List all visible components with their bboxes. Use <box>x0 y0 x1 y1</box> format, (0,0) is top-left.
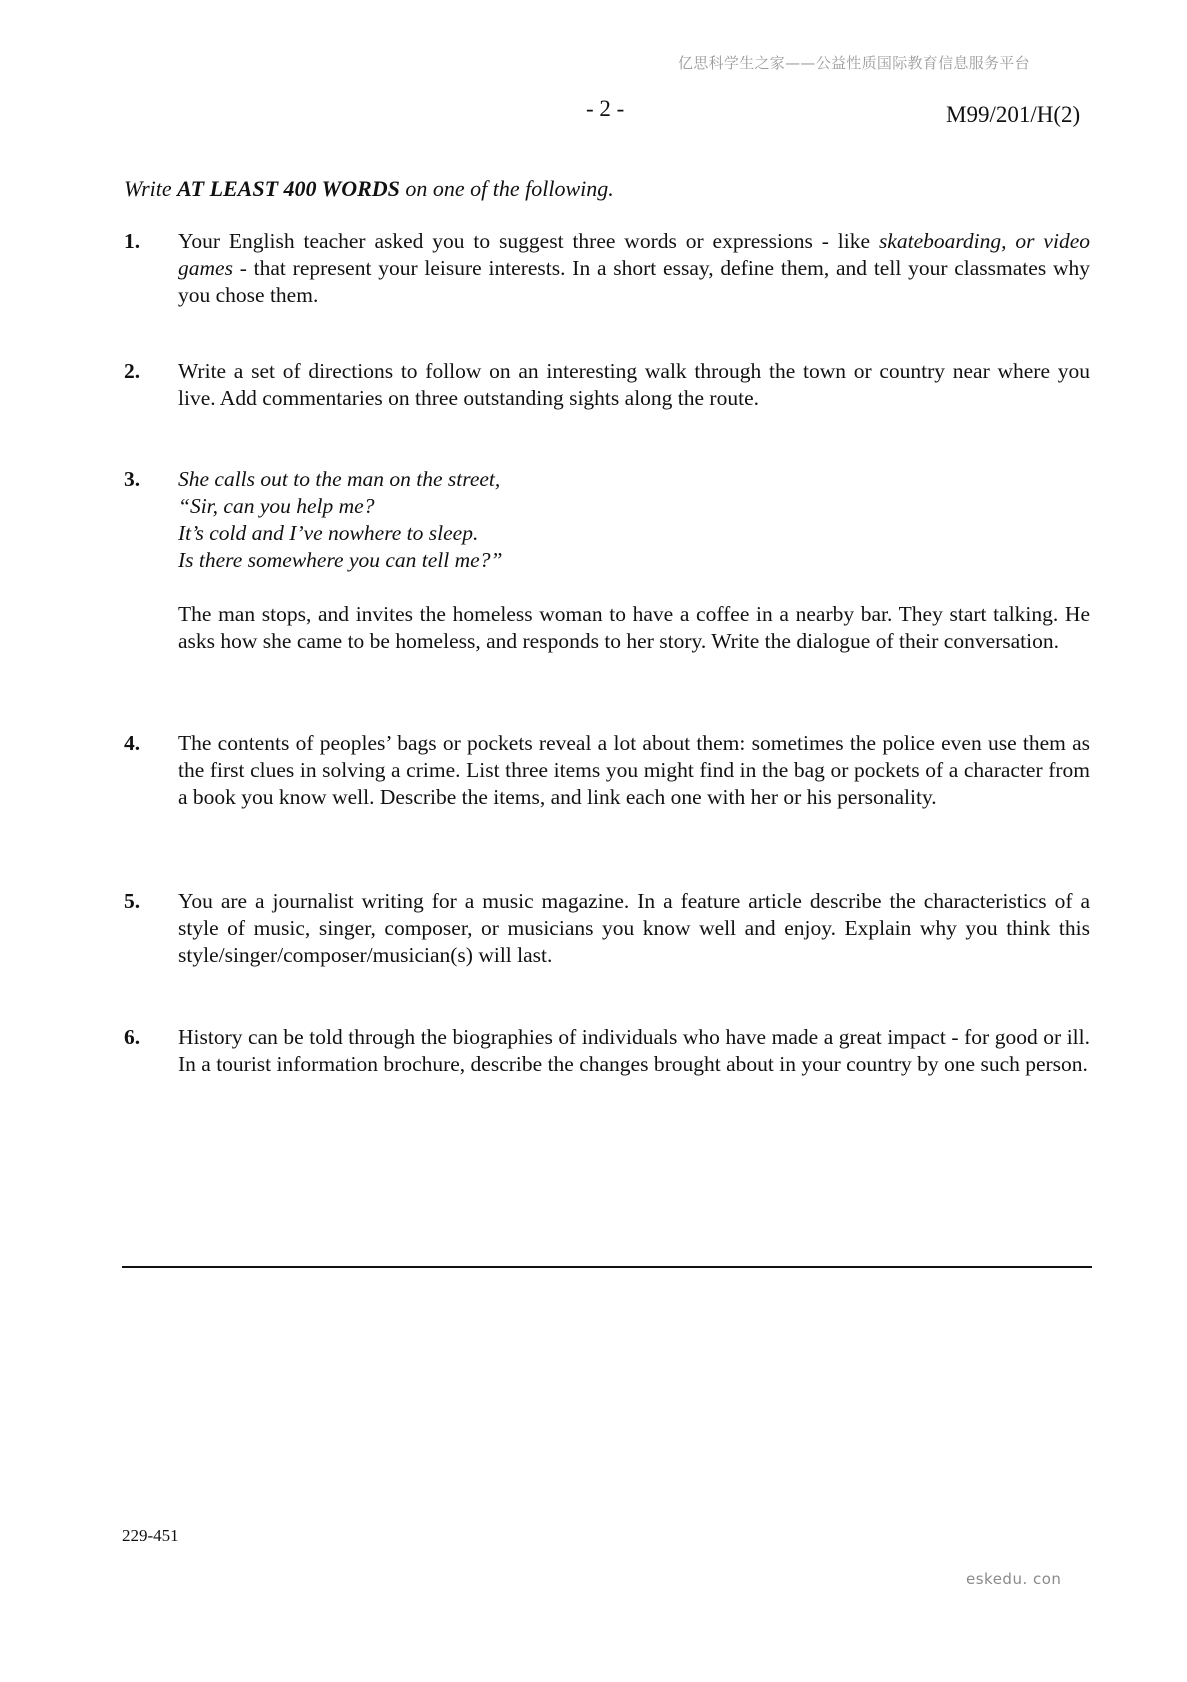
question-text: The contents of peoples’ bags or pockets reveal a lot about them: sometimes the police even use them as the first clues in solving a crime. List three items you might find in the bag or pockets of a character from a book you know well. Describe the items, and link each one with her or his personality. <box>178 731 1090 809</box>
question-6 <box>124 1024 1090 1078</box>
watermark-text: 亿思科学生之家——公益性质国际教育信息服务平台 <box>678 54 1030 72</box>
page-number: - 2 - <box>586 96 625 121</box>
question-3 <box>124 466 1090 655</box>
question-number: 5. <box>124 889 141 913</box>
instruction-prefix: Write <box>124 176 178 201</box>
poem-line: She calls out to the man on the street, <box>178 467 501 491</box>
question-number: 4. <box>124 731 141 755</box>
question-text <box>178 228 1090 309</box>
question-text-part1: Your English teacher asked you to suggest three words or expressions - like <box>178 229 879 253</box>
site-watermark: eskedu. con <box>966 1570 1062 1588</box>
question-5 <box>124 888 1090 969</box>
question-2 <box>124 358 1090 412</box>
question-text-italic: skateboarding, or video games <box>178 229 1090 280</box>
question-text-part2: - that represent your leisure interests. In a short essay, define them, and tell your classmates why you chose them. <box>178 256 1090 307</box>
question-text: History can be told through the biographies of individuals who have made a great impact - for good or ill. In a tourist information brochure, describe the changes brought about in your country by one such person. <box>178 1025 1090 1076</box>
poem-line: Is there somewhere you can tell me?” <box>178 548 503 572</box>
instruction-emphasis: AT LEAST 400 WORDS <box>177 176 400 201</box>
instruction <box>124 176 614 202</box>
question-number: 3. <box>124 467 141 491</box>
exam-code: M99/201/H(2) <box>946 102 1081 127</box>
question-1 <box>124 228 1090 309</box>
question-4 <box>124 730 1090 811</box>
question-number: 2. <box>124 359 141 383</box>
question-number: 1. <box>124 229 141 253</box>
question-text: Write a set of directions to follow on an interesting walk through the town or country near where you live. Add commentaries on three outstanding sights along the route. <box>178 359 1090 410</box>
poem-line: “Sir, can you help me? <box>178 494 375 518</box>
poem <box>178 466 1090 574</box>
footer-code: 229-451 <box>122 1526 179 1545</box>
horizontal-rule <box>122 1266 1092 1268</box>
question-number: 6. <box>124 1025 141 1049</box>
question-text: The man stops, and invites the homeless woman to have a coffee in a nearby bar. They start talking. He asks how she came to be homeless, and responds to her story. Write the dialogue of their conversation. <box>178 602 1090 653</box>
instruction-suffix: on one of the following. <box>399 176 614 201</box>
question-text: You are a journalist writing for a music magazine. In a feature article describe the characteristics of a style of music, singer, composer, or musicians you know well and enjoy. Explain why you think this style/singer/composer/musician(s) will last. <box>178 889 1090 967</box>
poem-line: It’s cold and I’ve nowhere to sleep. <box>178 521 479 545</box>
